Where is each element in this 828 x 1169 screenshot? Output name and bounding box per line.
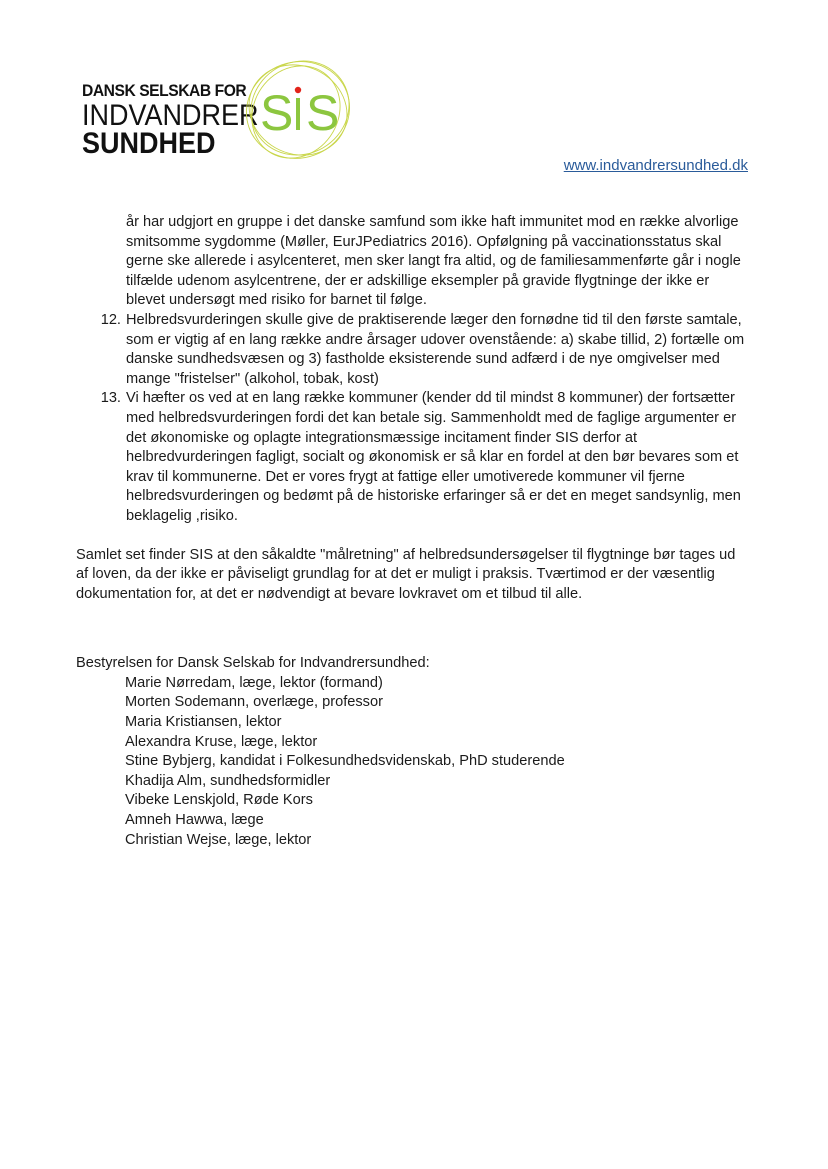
board-member: Maria Kristiansen, lektor: [125, 714, 282, 731]
logo-line-1: DANSK SELSKAB FOR: [82, 81, 247, 100]
logo-line-2: INDVANDRER: [82, 99, 259, 132]
continued-paragraph: år har udgjort en gruppe i det danske samfund som ikke haft immunitet mod en række alvorlige smitsomme sygdomme (Møller, EurJPediatrics 2016). Opfølgning på vaccinationsstatus skal gerne ske allerede i asylcenteret, men sker langt fra altid, og de familiesammenførte går i nogle tilfælde udenom asylcentrene, der er adskillige eksempler på gravide flygtninge der ikke er blevet undersøgt med risiko for barnet til følge.: [126, 214, 741, 309]
board-member: Alexandra Kruse, læge, lektor: [125, 733, 318, 750]
list-item-number: 12.: [100, 311, 121, 328]
svg-text:S: S: [306, 85, 340, 141]
board-member: Vibeke Lenskjold, Røde Kors: [125, 792, 313, 809]
list-item: [76, 311, 748, 389]
list-item: [76, 389, 748, 526]
board-member: Stine Bybjerg, kandidat i Folkesundhedsvidenskab, PhD studerende: [125, 753, 565, 770]
board-member: Marie Nørredam, læge, lektor (formand): [125, 674, 383, 691]
summary-paragraph: Samlet set finder SIS at den såkaldte "målretning" af helbredsundersøgelser til flygtninge bør tages ud af loven, da der ikke er påviseligt grundlag for at det er muligt i praksis. Tværtimod er der væsentlig dokumentation for, at det er nødvendigt at bevare lovkravet om et tilbud til alle.: [76, 546, 736, 602]
board-heading: Bestyrelsen for Dansk Selskab for Indvandrersundhed:: [76, 655, 430, 672]
website-link[interactable]: www.indvandrersundhed.dk: [563, 157, 748, 174]
board-member: Amneh Hawwa, læge: [125, 812, 264, 829]
letter-body: [76, 213, 748, 850]
logo-line-3: SUNDHED: [82, 127, 216, 160]
board-signature-block: [76, 654, 748, 850]
list-item-text: Helbredsvurderingen skulle give de praktiserende læger den fornødne tid til den første samtale, som er vigtig af en lang række andre årsager udover ovenstående: a) skabe tillid, 2) fortælle om danske sundhedsvæsen og 3) fastholde eksisterende sund adfærd i de nye omgivelser med mange "fristelser" (alkohol, tobak, kost): [126, 311, 745, 387]
svg-text:S: S: [260, 85, 294, 141]
board-member: Morten Sodemann, overlæge, professor: [125, 694, 383, 711]
sis-logo-emblem-icon: [238, 50, 358, 170]
list-item-number: 13.: [100, 390, 121, 407]
board-member: Khadija Alm, sundhedsformidler: [125, 772, 331, 789]
board-member: Christian Wejse, læge, lektor: [125, 831, 312, 848]
list-item-text: Vi hæfter os ved at en lang række kommuner (kender dd til mindst 8 kommuner) der fortsætter med helbredsvurderingen fordi det kan betale sig. Sammenholdt med de faglige argumenter er det økonomiske og oplagte integrationsmæssige incitament finder SIS derfor at helbredvurderingen fagligt, socialt og økonomisk er så klar en fordel at den bør bevares som et krav til kommunerne. Det er vores frygt at fattige eller umotiverede kommuner vil fjerne helbredsvurderingen og bedømt på de historiske erfaringer så er det en meget sandsynlig, men beklagelig ,risiko.: [126, 390, 741, 524]
